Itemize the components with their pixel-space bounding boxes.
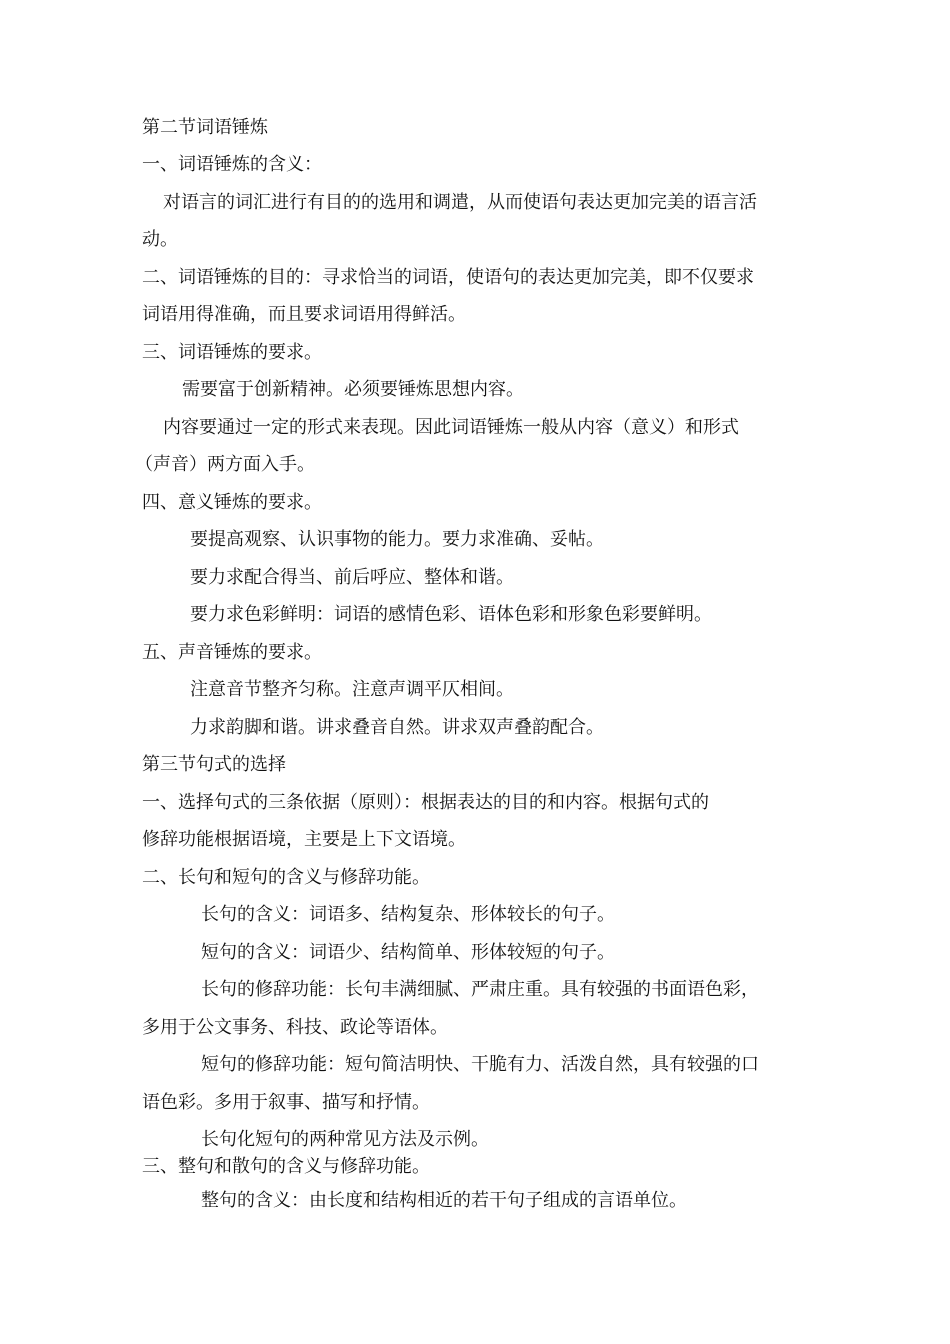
paragraph-line: 整句的含义：由长度和结构相近的若干句子组成的言语单位。: [201, 1190, 687, 1211]
paragraph-line: 要提高观察、认识事物的能力。要力求准确、妥帖。: [190, 529, 604, 550]
heading-1: 一、选择句式的三条依据（原则）：根据表达的目的和内容。根据句式的: [142, 792, 709, 813]
heading-3: 三、整句和散句的含义与修辞功能。: [142, 1156, 430, 1177]
section-3-title: 第三节句式的选择: [142, 754, 286, 775]
heading-4: 四、意义锤炼的要求。: [142, 492, 322, 513]
heading-2: 二、词语锤炼的目的：寻求恰当的词语，使语句的表达更加完美，即不仅要求: [142, 267, 754, 288]
paragraph-line: 注意音节整齐匀称。注意声调平仄相间。: [190, 679, 514, 700]
paragraph-line: 内容要通过一定的形式来表现。因此词语锤炼一般从内容（意义）和形式: [163, 417, 739, 438]
paragraph-line: 要力求色彩鲜明：词语的感情色彩、语体色彩和形象色彩要鲜明。: [190, 604, 712, 625]
paragraph-line: 词语用得准确，而且要求词语用得鲜活。: [142, 304, 466, 325]
paragraph-line: 需要富于创新精神。必须要锤炼思想内容。: [182, 379, 524, 400]
paragraph-line: 修辞功能根据语境，主要是上下文语境。: [142, 829, 466, 850]
heading-2: 二、长句和短句的含义与修辞功能。: [142, 867, 430, 888]
heading-1: 一、词语锤炼的含义：: [142, 154, 322, 175]
paragraph-line: 力求韵脚和谐。讲求叠音自然。讲求双声叠韵配合。: [190, 717, 604, 738]
paragraph-line: 语色彩。多用于叙事、描写和抒情。: [142, 1092, 430, 1113]
paragraph-line: 对语言的词汇进行有目的的选用和调遣，从而使语句表达更加完美的语言活: [163, 192, 757, 213]
paragraph-line: 长句化短句的两种常见方法及示例。: [201, 1129, 489, 1150]
paragraph-line: 短句的含义：词语少、结构简单、形体较短的句子。: [201, 942, 615, 963]
paragraph-line: 多用于公文事务、科技、政论等语体。: [142, 1017, 448, 1038]
section-2-title: 第二节词语锤炼: [142, 117, 268, 138]
paragraph-line: （声音）两方面入手。: [135, 454, 315, 475]
paragraph-line: 长句的修辞功能：长句丰满细腻、严肃庄重。具有较强的书面语色彩，: [201, 979, 759, 1000]
paragraph-line: 要力求配合得当、前后呼应、整体和谐。: [190, 567, 514, 588]
heading-3: 三、词语锤炼的要求。: [142, 342, 322, 363]
paragraph-line: 长句的含义：词语多、结构复杂、形体较长的句子。: [201, 904, 615, 925]
heading-5: 五、声音锤炼的要求。: [142, 642, 322, 663]
paragraph-line: 短句的修辞功能：短句简洁明快、干脆有力、活泼自然，具有较强的口: [201, 1054, 759, 1075]
paragraph-line: 动。: [142, 229, 178, 250]
